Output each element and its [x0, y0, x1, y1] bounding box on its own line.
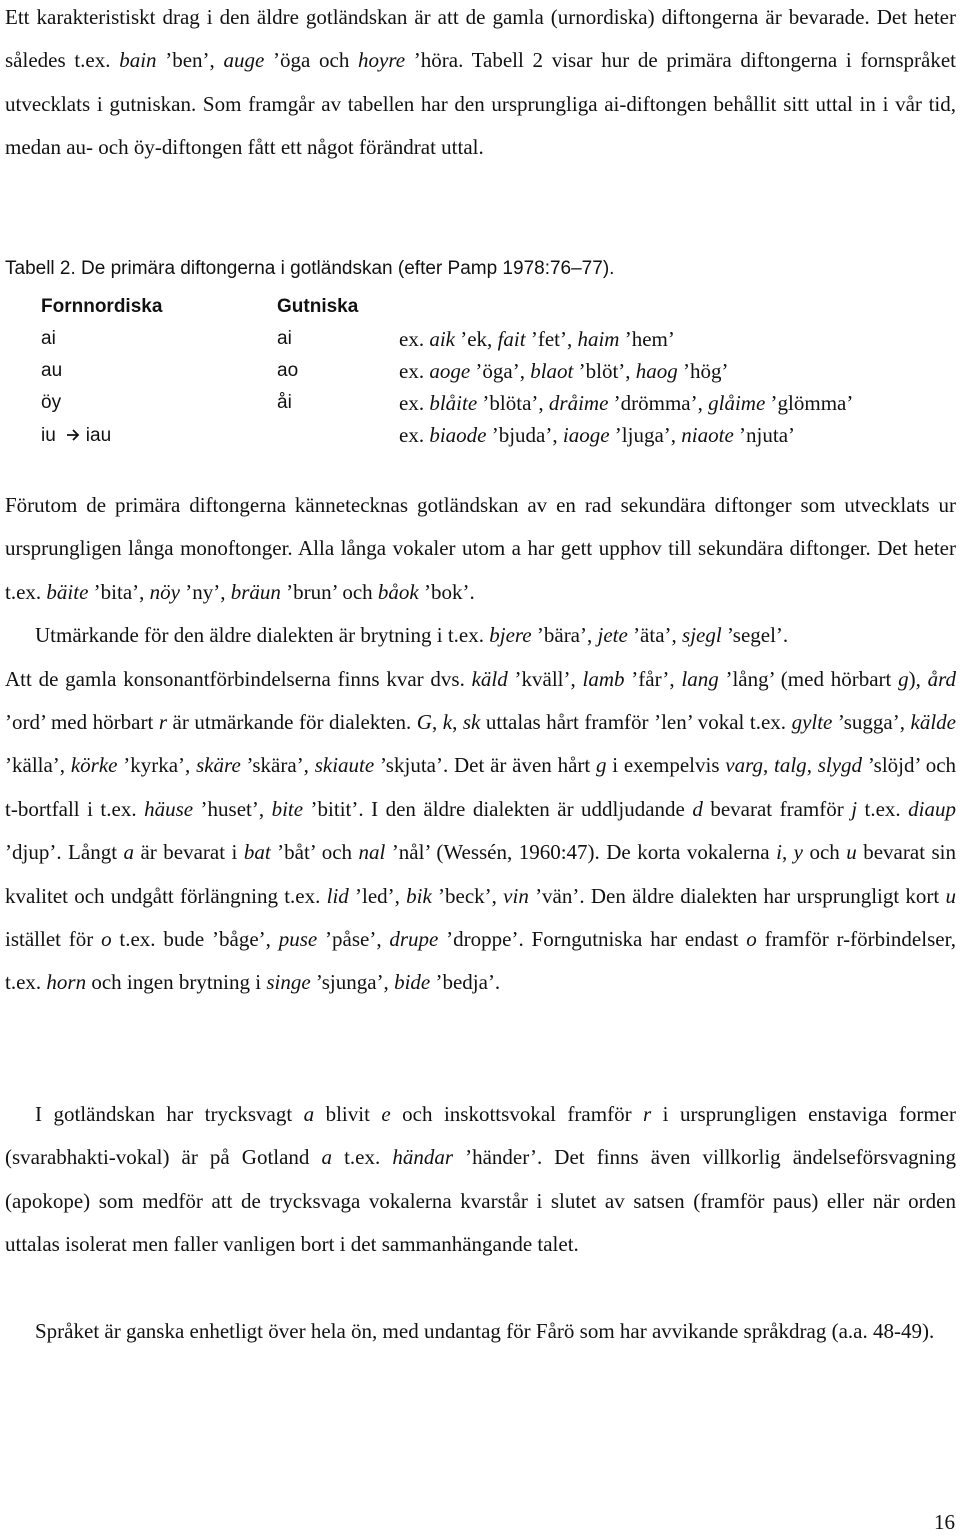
text-run: t.ex. bude ’båge’, — [111, 927, 279, 952]
italic-term: iaoge — [562, 423, 610, 447]
italic-term: g — [898, 666, 909, 691]
text-run: ’kyrka’, — [117, 753, 197, 778]
table-row — [41, 387, 941, 419]
italic-term: händar — [392, 1145, 454, 1170]
italic-term: lamb — [582, 666, 625, 691]
italic-term: kälde — [910, 710, 956, 735]
cell-source-value: iu — [41, 425, 56, 446]
text-run: ’segel’. — [721, 623, 789, 648]
text-run: ’vän’. Den äldre dialekten har ursprungligt kort — [528, 883, 946, 908]
right-arrow-icon — [66, 419, 80, 451]
text-run: ’blöt’, — [573, 359, 636, 383]
paragraph-dialect-unity — [5, 1310, 956, 1353]
italic-term: bat — [243, 840, 271, 865]
italic-term: nöy — [149, 579, 180, 604]
italic-term: a — [303, 1102, 315, 1126]
cell-fornnordiska: au — [41, 360, 63, 381]
text-run: i ursprungligen enstaviga former (svarabhakti-vokal) är på Gotland — [5, 1102, 956, 1170]
italic-term: fait — [497, 327, 526, 351]
text-run: ex. — [399, 423, 430, 447]
italic-term: aik — [429, 327, 455, 351]
text-run: ’påse’, — [317, 927, 390, 952]
table-row — [41, 323, 941, 355]
cell-gutniska: åi — [277, 392, 292, 413]
text-run: ’öga och — [264, 48, 359, 73]
italic-term: blaot — [530, 359, 574, 383]
text-run: ’hem’ — [619, 327, 675, 351]
text-run: ’brun’ och — [280, 579, 378, 604]
text-run: ’sugga’, — [832, 710, 911, 735]
text-run: ’bok’. — [418, 579, 475, 604]
italic-term: puse — [278, 927, 318, 952]
text-run: ’ben’, — [156, 48, 224, 73]
italic-term: a — [321, 1145, 333, 1170]
text-run: ’båt’ och — [270, 840, 359, 865]
cell-gutniska: ao — [277, 360, 299, 381]
text-run: uttalas hårt framför ’len’ vokal t.ex. — [480, 710, 792, 735]
italic-term: horn — [46, 970, 87, 995]
paragraph-unstressed-vowels — [5, 1093, 956, 1267]
italic-term: r — [158, 710, 167, 735]
text-run: ’slöjd’ och t-bortfall i t.ex. — [5, 753, 957, 821]
italic-term: g — [595, 753, 607, 778]
header-fornnordiska: Fornnordiska — [41, 296, 163, 317]
cell-examples — [399, 323, 675, 355]
text-run: Utmärkande för den äldre dialekten är brytning i t.ex. — [35, 623, 490, 648]
italic-term: d — [692, 796, 703, 821]
text-run: ’skära’, — [240, 753, 315, 778]
italic-term: haim — [577, 327, 620, 351]
text-run: t.ex. — [857, 796, 909, 821]
italic-term: nal — [358, 840, 386, 865]
text-run: Att de gamla konsonantförbindelserna finns kvar dvs. — [5, 666, 472, 691]
cell-examples — [399, 419, 795, 451]
italic-term: blåite — [429, 391, 478, 415]
text-run: I gotländskan har trycksvagt — [35, 1102, 304, 1126]
italic-term: e — [381, 1102, 391, 1126]
italic-term: u — [945, 883, 956, 908]
diphthong-table — [41, 291, 941, 451]
italic-term: talg — [774, 753, 807, 778]
text-run: ), — [908, 666, 928, 691]
cell-target-value: iau — [85, 425, 112, 446]
text-run: ’bitit’. I den äldre dialekten är uddljudande — [303, 796, 693, 821]
text-run: och inskottsvokal framför — [390, 1102, 644, 1126]
italic-term: k — [442, 710, 453, 735]
italic-term: biaode — [429, 423, 487, 447]
text-run: och ingen brytning i — [86, 970, 267, 995]
text-run: ’hög’ — [677, 359, 729, 383]
text-run: ’öga’, — [470, 359, 531, 383]
italic-term: hoyre — [358, 48, 406, 73]
italic-term: lid — [326, 883, 349, 908]
text-run: ’nål’ (Wessén, 1960:47). De korta vokalerna — [385, 840, 777, 865]
italic-term: o — [101, 927, 112, 952]
italic-term: aoge — [429, 359, 471, 383]
text-run: t.ex. — [332, 1145, 393, 1170]
italic-term: i — [776, 840, 782, 865]
italic-term: haog — [635, 359, 678, 383]
text-run: ’glömma’ — [765, 391, 854, 415]
text-run: Ett karakteristiskt drag i den äldre gotländskan är att de gamla (urnordiska) diftongerna är bevarade. Det heter således t.ex. — [5, 5, 956, 73]
italic-term: gylte — [791, 710, 833, 735]
italic-term: bräun — [230, 579, 281, 604]
text-run: ’led’, — [348, 883, 407, 908]
italic-term: bjere — [489, 623, 532, 648]
italic-term: u — [846, 840, 857, 865]
italic-term: diaup — [908, 796, 956, 821]
text-run: är bevarat i — [134, 840, 244, 865]
table-header-row — [41, 291, 941, 323]
cell-fornnordiska: ai — [41, 328, 56, 349]
italic-term: j — [851, 796, 858, 821]
text-run: framför r-förbindelser, t.ex. — [5, 927, 956, 995]
italic-term: bite — [271, 796, 304, 821]
italic-term: G — [416, 710, 432, 735]
italic-term: lang — [681, 666, 719, 691]
italic-term: singe — [266, 970, 311, 995]
text-run: ex. — [399, 391, 430, 415]
italic-term: vin — [503, 883, 529, 908]
text-run: , — [806, 753, 818, 778]
italic-term: niaote — [681, 423, 734, 447]
text-run: , — [431, 710, 443, 735]
header-gutniska: Gutniska — [277, 296, 359, 317]
italic-term: sk — [462, 710, 481, 735]
text-run: bevarat framför — [702, 796, 852, 821]
italic-term: drupe — [389, 927, 439, 952]
text-run: ’bjuda’, — [486, 423, 563, 447]
text-run: ex. — [399, 327, 430, 351]
italic-term: häuse — [144, 796, 194, 821]
text-run: ’får’, — [624, 666, 682, 691]
italic-term: dråime — [548, 391, 609, 415]
text-run: ’äta’, — [627, 623, 683, 648]
text-run: , — [452, 710, 463, 735]
italic-term: bäite — [46, 579, 89, 604]
cell-gutniska: ai — [277, 328, 292, 349]
text-run: ’bedja’. — [430, 970, 501, 995]
cell-fornnordiska: öy — [41, 392, 62, 413]
italic-term: auge — [223, 48, 265, 73]
italic-term: bain — [119, 48, 157, 73]
text-run: ’drömma’, — [608, 391, 709, 415]
text-run: och — [803, 840, 847, 865]
text-run: är utmärkande för dialekten. — [167, 710, 417, 735]
table-caption: Tabell 2. De primära diftongerna i gotländskan (efter Pamp 1978:76–77). — [5, 258, 615, 279]
table-row — [41, 419, 941, 451]
italic-term: r — [643, 1102, 652, 1126]
italic-term: båok — [377, 579, 419, 604]
text-run: ’djup’. Långt — [5, 840, 124, 865]
paragraph-secondary-diphthongs — [5, 484, 956, 1005]
paragraph-diphthongs-intro — [5, 0, 956, 170]
text-run: ’källa’, — [5, 753, 71, 778]
page-number: 16 — [934, 1510, 955, 1534]
italic-term: bide — [394, 970, 431, 995]
italic-term: käld — [471, 666, 508, 691]
text-run: ’droppe’. Forngutniska har endast — [438, 927, 747, 952]
text-run: i exempelvis — [606, 753, 726, 778]
italic-term: a — [123, 840, 134, 865]
italic-term: ård — [927, 666, 957, 691]
italic-term: y — [793, 840, 803, 865]
text-run: ’ljuga’, — [609, 423, 682, 447]
text-run: ex. — [399, 359, 430, 383]
text-run: , — [781, 840, 794, 865]
cell-examples — [399, 355, 729, 387]
italic-term: varg — [725, 753, 763, 778]
table-row — [41, 355, 941, 387]
text-run: ’höra. Tabell 2 visar hur de primära diftongerna i fornspråket utvecklats i gutniskan. Som framgår av tabellen har den ursprungliga ai-diftongen behållit sitt uttal in i vår tid, medan au- och öy-diftongen fått ett något förändrat uttal. — [5, 48, 957, 160]
italic-term: sjegl — [682, 623, 722, 648]
text-run: ’beck’, — [431, 883, 504, 908]
text-run: bevarat sin kvalitet och undgått förlängning t.ex. — [5, 840, 957, 908]
italic-term: skäre — [196, 753, 241, 778]
text-run: ’ord’ med hörbart — [5, 710, 159, 735]
text-run: ’njuta’ — [733, 423, 796, 447]
italic-term: slygd — [817, 753, 863, 778]
italic-term: jete — [597, 623, 628, 648]
text-run: Förutom de primära diftongerna kännetecknas gotländskan av en rad sekundära diftonger som utvecklats ur ursprungligen långa monoftonger. Alla långa vokaler utom a har gett upphov till sekundära diftonger. Det heter t.ex. — [5, 493, 956, 604]
italic-term: körke — [70, 753, 118, 778]
text-run: ’blöta’, — [477, 391, 549, 415]
text-run: ’bära’, — [531, 623, 598, 648]
text-run: ’sjunga’, — [310, 970, 395, 995]
italic-term: bik — [406, 883, 432, 908]
text-run: Språket är ganska enhetligt över hela ön, med undantag för Fårö som har avvikande språkdrag (a.a. 48-49). — [35, 1319, 935, 1343]
text-run: blivit — [314, 1102, 382, 1126]
text-run: ’skjuta’. Det är även hårt — [374, 753, 596, 778]
italic-term: glåime — [708, 391, 766, 415]
text-run: ’lång’ (med hörbart — [718, 666, 899, 691]
text-run: istället för — [5, 927, 102, 952]
text-run: ’fet’, — [525, 327, 578, 351]
italic-term: skiaute — [314, 753, 375, 778]
text-run: ’händer’. Det finns även villkorlig ändelseförsvagning (apokope) som medför att de trycksvaga vokalerna kvarstår i slutet av satsen (framför paus) eller när orden uttalas isolerat men faller vanligen bort i det sammanhängande talet. — [5, 1145, 957, 1257]
text-run: ’kväll’, — [507, 666, 583, 691]
italic-term: o — [746, 927, 757, 952]
text-run: ’huset’, — [193, 796, 272, 821]
text-run: ’ek, — [454, 327, 498, 351]
cell-examples — [399, 387, 853, 419]
text-run: ’ny’, — [179, 579, 231, 604]
text-run: , — [762, 753, 775, 778]
cell-fornnordiska — [41, 419, 111, 452]
text-run: ’bita’, — [88, 579, 150, 604]
